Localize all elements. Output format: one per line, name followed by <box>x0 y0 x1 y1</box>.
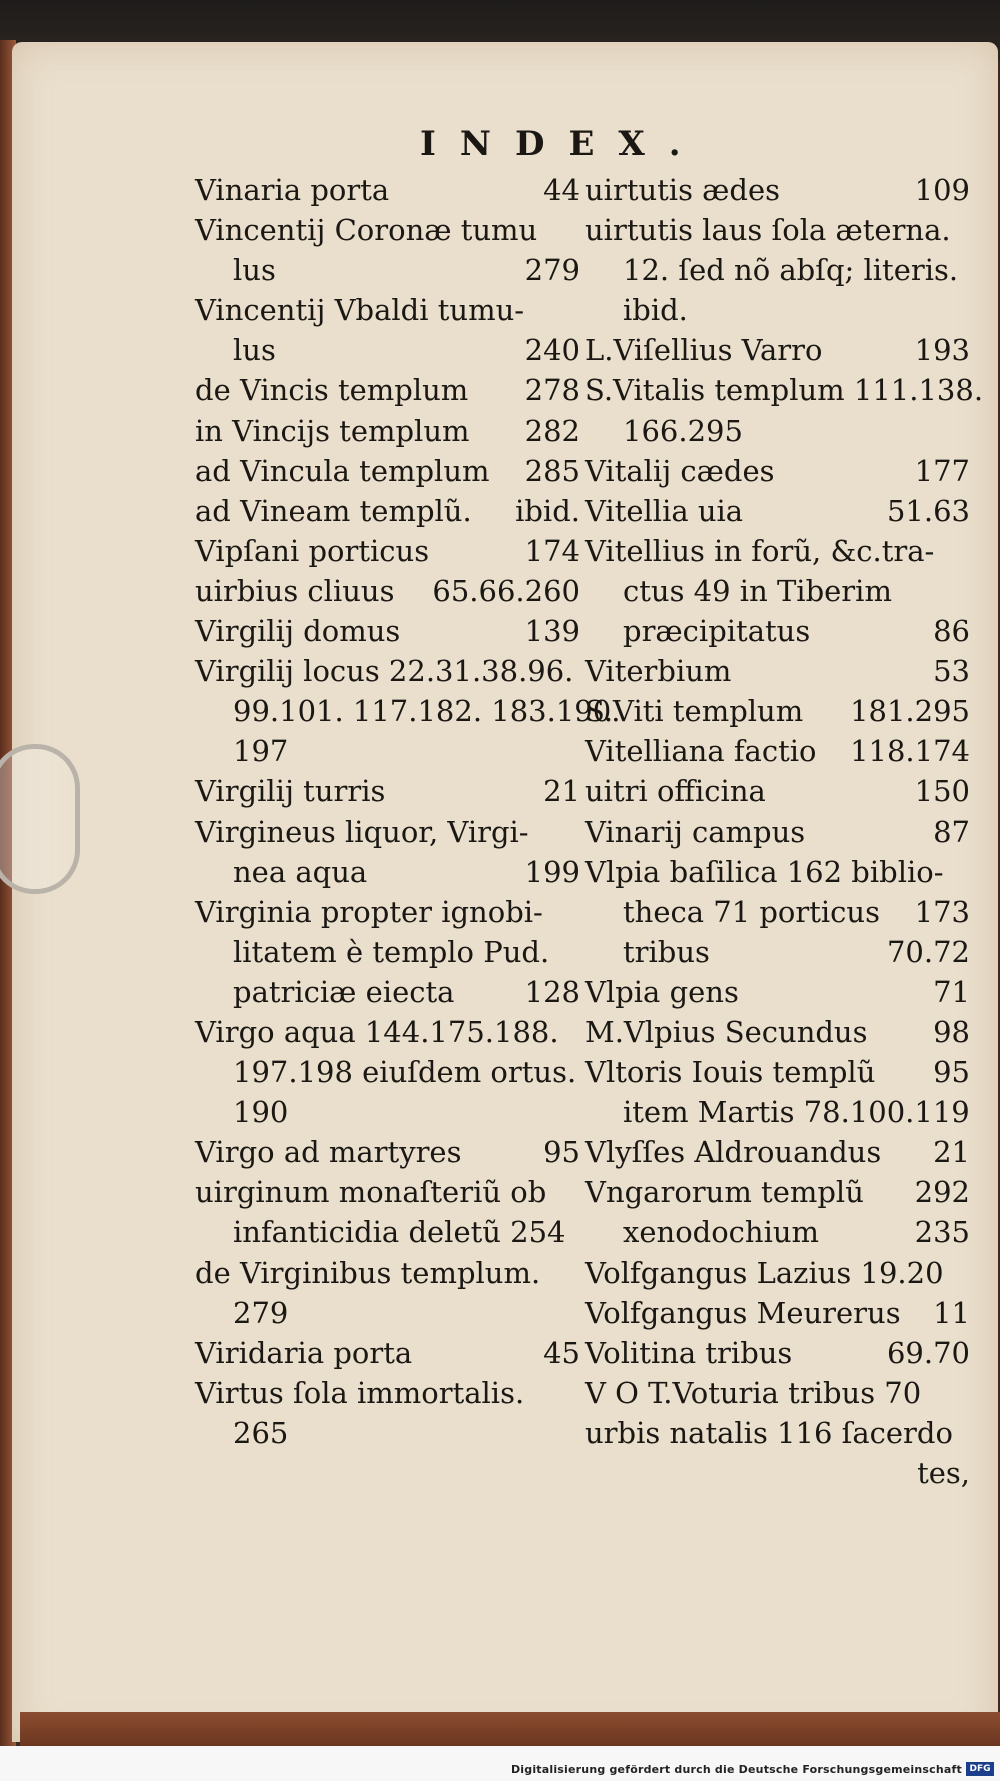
index-entry-term: patriciæ eiecta <box>233 974 455 1009</box>
index-entry <box>585 1253 970 1293</box>
index-entry-page-ref: 199 <box>524 854 580 889</box>
index-entry-term: Virtus ſola immortalis. <box>195 1375 525 1410</box>
index-entry-term: xenodochium <box>623 1215 820 1250</box>
index-entry <box>585 1132 970 1172</box>
index-entry-term: Virgilij locus 22.31.38.96. <box>195 654 574 689</box>
index-entry <box>195 731 580 771</box>
index-entry-term: 190 <box>233 1095 289 1130</box>
index-entry <box>585 771 970 811</box>
index-entry-term: ad Vineam templũ. <box>195 493 472 528</box>
index-entry-term: tribus <box>623 934 710 969</box>
index-entry-page-ref: 235 <box>914 1215 970 1250</box>
index-entry-page-ref: 193 <box>914 333 970 368</box>
index-entry <box>195 531 580 571</box>
index-entry <box>195 370 580 410</box>
index-entry <box>195 210 580 250</box>
page-clip <box>0 744 80 894</box>
index-entry <box>195 250 580 290</box>
index-entry-page-ref: 21 <box>933 1135 970 1170</box>
index-entry <box>585 571 970 611</box>
index-entry <box>195 491 580 531</box>
index-entry <box>585 1012 970 1052</box>
index-entry <box>195 571 580 611</box>
index-entry <box>195 330 580 370</box>
index-entry-term: Virgilij turris <box>195 774 386 809</box>
index-entry <box>585 932 970 972</box>
index-entry-term: Vlpia baſilica 162 biblio- <box>585 854 944 889</box>
index-entry-page-ref: 139 <box>524 614 580 649</box>
index-entry <box>195 852 580 892</box>
index-entry-page-ref: 95 <box>933 1055 970 1090</box>
index-entry-page-ref: tes, <box>917 1456 970 1490</box>
index-entry <box>195 1333 580 1373</box>
index-entry <box>585 531 970 571</box>
index-entry-term: Vincentij Vbaldi tumu- <box>195 293 525 328</box>
index-entry-term: Volfgangus Lazius 19.20 <box>585 1255 944 1290</box>
index-entry <box>195 1172 580 1212</box>
index-entry <box>195 1413 580 1453</box>
index-entry <box>585 1413 970 1453</box>
index-entry-term: 12. ſed nõ abſq; literis. <box>623 253 959 288</box>
index-entry-term: uirginum monaſteriũ ob <box>195 1175 547 1210</box>
index-entry-page-ref: 174 <box>524 533 580 568</box>
index-entry-page-ref: 177 <box>914 453 970 488</box>
index-entry-term: Vltoris Iouis templũ <box>585 1055 876 1090</box>
index-entry-page-ref: 70.72 <box>886 934 970 969</box>
index-entry-term: ibid. <box>623 293 688 328</box>
index-entry-page-ref: ibid. <box>515 493 580 528</box>
index-entry-page-ref: 285 <box>524 453 580 488</box>
index-entry-term: 197.198 eiuſdem ortus. <box>233 1055 577 1090</box>
index-entry-term: infanticidia deletũ 254 <box>233 1215 566 1250</box>
index-entry-page-ref: 279 <box>524 253 580 288</box>
index-entry-term: Vitelliana factio <box>585 734 817 769</box>
dfg-logo-badge: DFG <box>966 1762 994 1776</box>
index-entry-page-ref: 109 <box>914 173 970 207</box>
index-entry-page-ref: 150 <box>914 774 970 809</box>
index-entry <box>585 651 970 691</box>
index-entry-term: Viterbium <box>585 654 732 689</box>
index-entry-page-ref: 21 <box>543 774 580 809</box>
index-entry-page-ref: 45 <box>543 1335 580 1370</box>
index-entry-term: Virgo aqua 144.175.188. <box>195 1014 559 1049</box>
index-entry <box>585 1293 970 1333</box>
index-entry <box>585 1212 970 1252</box>
index-entry <box>585 812 970 852</box>
index-entry-term: Volitina tribus <box>585 1335 793 1370</box>
index-entry-term: litatem è templo Pud. <box>233 934 550 969</box>
index-entry-term: Vlyſſes Aldrouandus <box>585 1135 882 1170</box>
index-entry-page-ref: 98 <box>933 1014 970 1049</box>
index-entry-term: de Vincis templum <box>195 373 469 408</box>
index-column-left <box>195 170 621 1453</box>
index-entry-page-ref: 128 <box>524 974 580 1009</box>
index-entry-page-ref: 71 <box>933 974 970 1009</box>
index-entry-term: S.Vitalis templum 111.138. <box>585 373 984 408</box>
index-entry-term: Vngarorum templũ <box>585 1175 864 1210</box>
index-entry-term: Vincentij Coronæ tumu <box>195 213 538 248</box>
index-entry <box>585 1092 970 1132</box>
index-entry <box>585 611 970 651</box>
index-entry <box>195 892 580 932</box>
index-entry <box>585 972 970 1012</box>
index-entry-term: ctus 49 in Tiberim <box>623 573 892 608</box>
index-entry-term: Vinaria porta <box>195 173 390 207</box>
index-entry <box>195 451 580 491</box>
index-entry <box>195 611 580 651</box>
index-entry-term: ad Vincula templum <box>195 453 490 488</box>
index-entry <box>585 892 970 932</box>
index-entry <box>195 812 580 852</box>
index-entry-term: uirtutis ædes <box>585 173 781 207</box>
index-entry <box>195 651 580 691</box>
index-entry-page-ref: 240 <box>524 333 580 368</box>
index-entry <box>195 1373 580 1413</box>
index-entry <box>195 1052 580 1092</box>
index-entry <box>195 1092 580 1132</box>
index-entry-term: lus <box>233 333 276 368</box>
index-entry-term: præcipitatus <box>623 614 811 649</box>
index-entry <box>585 852 970 892</box>
index-entry <box>585 411 970 451</box>
index-entry-term: 265 <box>233 1415 289 1450</box>
index-entry-page-ref: 118.174 <box>850 734 970 769</box>
index-entry-term: 99.101. 117.182. 183.190. <box>233 694 621 729</box>
index-entry-page-ref: 292 <box>914 1175 970 1210</box>
index-entry <box>585 290 970 330</box>
index-entry-page-ref: 181.295 <box>850 694 970 729</box>
index-entry-page-ref: 11 <box>933 1295 970 1330</box>
index-entry-page-ref: 53 <box>933 654 970 689</box>
index-entry-term: de Virginibus templum. <box>195 1255 541 1290</box>
index-entry-term: Virgo ad martyres <box>195 1135 462 1170</box>
index-entry-term: urbis natalis 116 ſacerdo <box>585 1415 953 1450</box>
index-entry-term: Vinarij campus <box>585 814 806 849</box>
index-entry-term: item Martis 78.100.119 <box>623 1095 970 1130</box>
index-entry <box>195 932 580 972</box>
index-entry-page-ref: 282 <box>524 413 580 448</box>
index-entry <box>195 1253 580 1293</box>
index-entry-term: S.Viti templum <box>585 694 804 729</box>
index-entry-term: Vitalij cædes <box>585 453 775 488</box>
index-entry <box>585 210 970 250</box>
index-entry <box>585 731 970 771</box>
index-entry <box>585 491 970 531</box>
index-entry <box>195 972 580 1012</box>
index-entry-term: Virgineus liquor, Virgi- <box>195 814 529 849</box>
index-entry-term: 197 <box>233 734 289 769</box>
index-entry-term: 279 <box>233 1295 289 1330</box>
index-entry <box>195 1212 580 1252</box>
index-entry-term: 166.295 <box>623 413 743 448</box>
index-entry-term: Virginia propter ignobi- <box>195 894 543 929</box>
index-entry-page-ref: 51.63 <box>886 493 970 528</box>
index-entry-page-ref: 87 <box>933 814 970 849</box>
index-entry <box>195 1132 580 1172</box>
index-entry <box>585 1453 970 1493</box>
index-entry-term: L.Viſellius Varro <box>585 333 823 368</box>
index-entry-term: Vipſani porticus <box>195 533 430 568</box>
index-entry <box>585 1172 970 1212</box>
index-entry-term: Vlpia gens <box>585 974 739 1009</box>
index-entry-term: nea aqua <box>233 854 368 889</box>
index-entry-page-ref: 95 <box>543 1135 580 1170</box>
index-entry-term: Vitellius in forũ, &c.tra- <box>585 533 935 568</box>
index-entry <box>585 250 970 290</box>
page-title: INDEX. <box>420 124 705 164</box>
index-entry-term: V O T.Voturia tribus 70 <box>585 1375 922 1410</box>
index-entry <box>195 1293 580 1333</box>
index-entry-page-ref: 65.66.260 <box>432 573 580 608</box>
index-entry-page-ref: 69.70 <box>886 1335 970 1370</box>
index-entry-page-ref: 86 <box>933 614 970 649</box>
index-entry-term: in Vincijs templum <box>195 413 470 448</box>
index-entry-term: Virgilij domus <box>195 614 401 649</box>
index-entry <box>195 771 580 811</box>
index-entry-term: Viridaria porta <box>195 1335 413 1370</box>
index-entry-page-ref: 44 <box>543 173 580 207</box>
index-entry-term: M.Vlpius Secundus <box>585 1014 868 1049</box>
index-entry <box>585 1333 970 1373</box>
index-entry-term: Vitellia uia <box>585 493 744 528</box>
index-entry-term: lus <box>233 253 276 288</box>
index-entry <box>195 1012 580 1052</box>
book-bottom-edge <box>20 1712 1000 1746</box>
index-entry <box>585 1373 970 1413</box>
index-entry-term: uirbius cliuus <box>195 573 395 608</box>
index-entry <box>195 691 621 731</box>
index-entry-term: uitri officina <box>585 774 766 809</box>
index-entry-term: Volfgangus Meurerus <box>585 1295 901 1330</box>
index-entry <box>585 170 970 210</box>
index-entry-term: uirtutis laus ſola æterna. <box>585 213 951 248</box>
index-entry-page-ref: 173 <box>914 894 970 929</box>
index-entry <box>585 1052 970 1092</box>
digitization-credit: Digitalisierung gefördert durch die Deutsche Forschungsgemeinschaft <box>510 1763 962 1776</box>
index-entry <box>585 370 984 410</box>
index-entry <box>585 691 970 731</box>
index-column-right <box>585 170 984 1493</box>
index-entry-term: theca 71 porticus <box>623 894 880 929</box>
index-entry <box>195 170 580 210</box>
index-entry <box>585 451 970 491</box>
index-entry <box>195 411 580 451</box>
index-entry-page-ref: 278 <box>524 373 580 408</box>
index-entry <box>585 330 970 370</box>
index-entry <box>195 290 580 330</box>
